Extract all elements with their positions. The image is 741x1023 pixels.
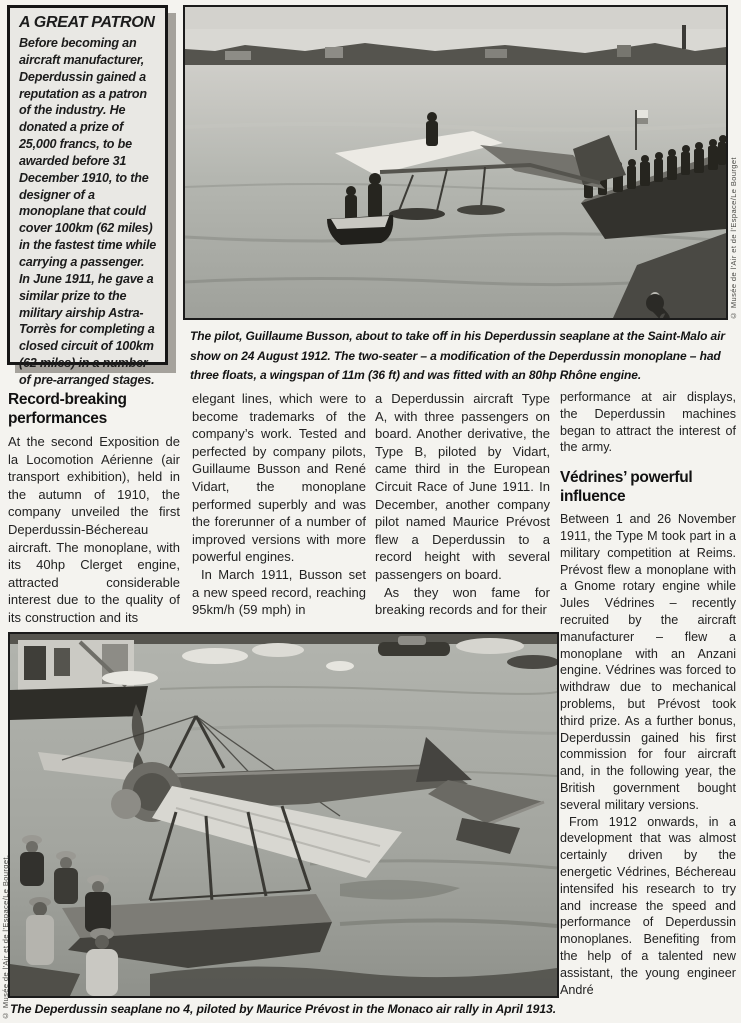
- caption-bottom-photo: The Deperdussin seaplane no 4, piloted by Maurice Prévost in the Monaco air rally in April 1913.: [10, 1002, 556, 1016]
- seaplane-photo-saint-malo: [183, 5, 728, 320]
- sidebar-body-text: Before becoming an aircraft manufacturer, Deperdussin gained a reputation as a patron of the industry. He donated a prize of 25,000 francs, to be awarded before 31 December 1910, to the designer of a monoplane that could cover 100km (62 miles) in the fastest time while carrying a passenger. In June 1911, he gave a similar prize to the military airship Astra-Torrès for completing a closed circuit of 100km (62 miles) in a number of pre-arranged stages.: [19, 36, 157, 387]
- paragraph: In March 1911, Busson set a new speed record, reaching 95km/h (59 mph) in: [192, 566, 366, 618]
- caption-top-photo: The pilot, Guillaume Busson, about to take off in his Deperdussin seaplane at the Saint-Malo air show on 24 August 1912. The two-seater – a modification of the Deperdussin monoplane – had three floats, a wingspan of 11m (36 ft) and was fitted with an 80hp Rhône engine.: [190, 329, 725, 382]
- paragraph: elegant lines, which were to become trademarks of the company’s work. Tested and perfected by company pilots, Guillaume Busson and René Vidart, the monoplane performed superbly and was the forerunner of a number of improved versions with more powerful engines.: [192, 391, 366, 565]
- paragraph: a Deperdussin aircraft Type A, with three passengers on board. Another derivative, the Type B, piloted by Vidart, came third in the European Circuit Race of June 1911. In December, another company pilot named Maurice Prévost flew a Deperdussin to a record height with several passengers on board.: [375, 391, 550, 582]
- article-column-4: [560, 389, 736, 998]
- photo-credit-bottom: © Musée de l'Air et de l'Espace/Le Bourget.: [1, 854, 10, 1020]
- seaplane-photo-top-art: [185, 7, 726, 318]
- paragraph: As they won fame for breaking records and for their: [375, 584, 550, 618]
- article-column-2: [192, 390, 366, 619]
- patron-sidebar-box: [7, 5, 168, 387]
- paragraph: Between 1 and 26 November 1911, the Type M took part in a military competition at Reims. Prévost flew a monoplane with a Gnome rotary engine while Jules Védrines – recently recruited by the aircraft manufacturer – flew a monoplane with an Anzani engine. Védrines was forced to withdraw due to mechanical problems, but Prévost took third prize. As a further bonus, Deperdussin gained his first commission for four aircraft and, in the following year, the British government bought several military versions.: [560, 512, 736, 812]
- paragraph: performance at air displays, the Deperdussin machines began to attract the interest of the army.: [560, 390, 736, 455]
- paragraph: At the second Exposition de la Locomotion Aérienne (air transport exhibition), held in the autumn of 1910, the company unveiled the first Deperdussin-Béchereau aircraft. The monoplane, with its 40hp Clerget engine, attracted considerable interest due to the quality of its construction and its: [8, 434, 180, 625]
- paragraph: From 1912 onwards, in a development that was almost certainly driven by the energetic Védrines, Béchereau intensifed his research to try and increase the speed and performance of Deperdussin monoplanes. Benefiting from the help of a talented new assistant, the young engineer André: [560, 814, 736, 997]
- heading-record-breaking: Record-breaking performances: [8, 391, 127, 427]
- seaplane-photo-bottom-art: [10, 634, 557, 996]
- article-column-1: [8, 390, 180, 627]
- sidebar-title: A GREAT PATRON: [19, 14, 155, 31]
- photo-credit-top: © Musée de l'Air et de l'Espace/Le Bourget: [729, 157, 738, 320]
- article-column-3: [375, 390, 550, 619]
- heading-vedrines-influence: Védrines’ powerful influence: [560, 469, 693, 506]
- seaplane-photo-monaco: [8, 632, 559, 998]
